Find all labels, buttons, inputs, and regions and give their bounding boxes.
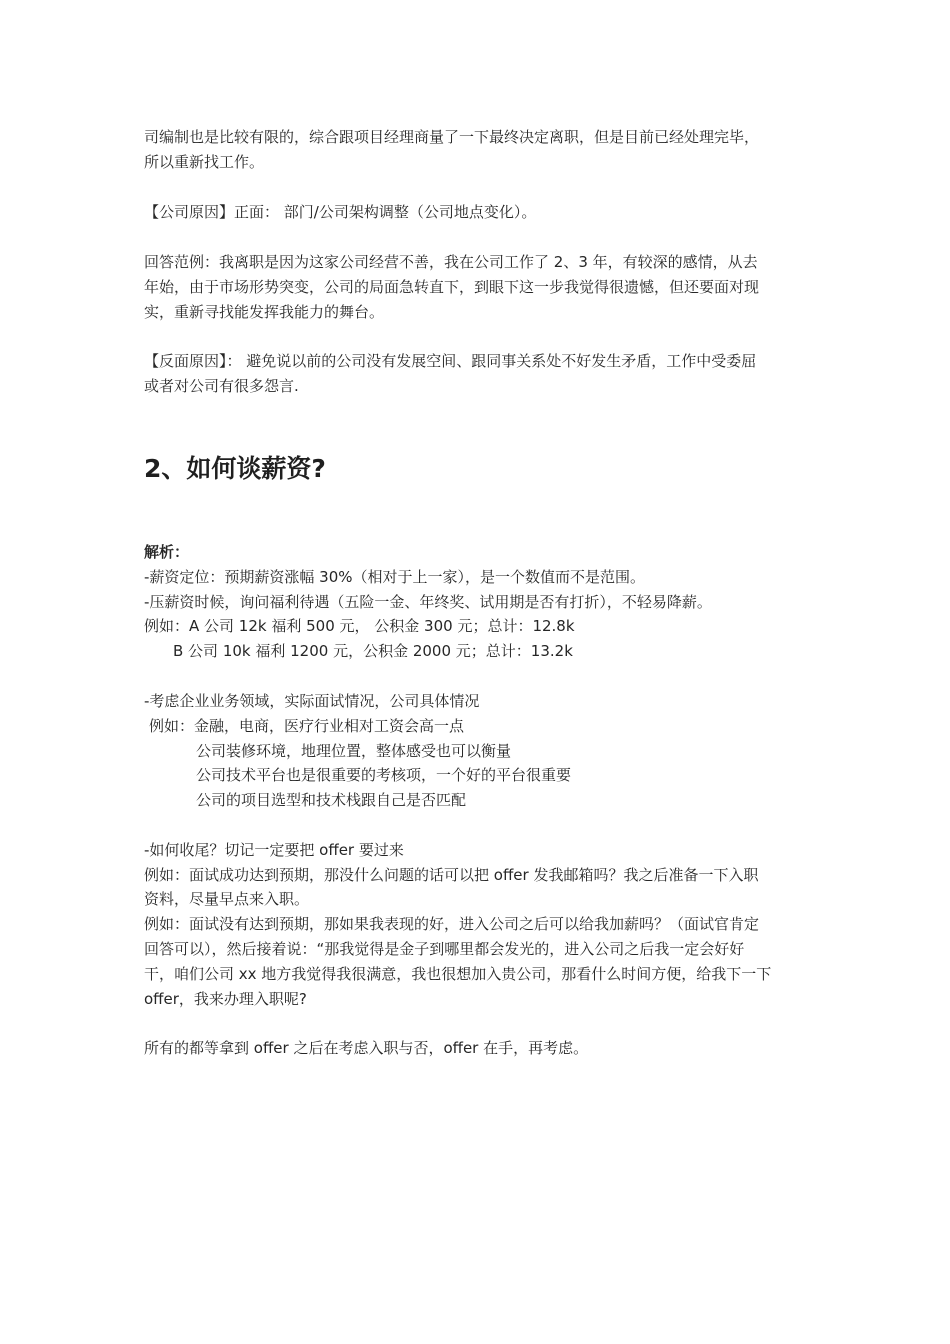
negative-reason-line: 【反面原因】： 避免说以前的公司没有发展空间、跟同事关系处不好发生矛盾，工作中受委屈 bbox=[144, 352, 757, 370]
closing-line: 所有的都等拿到 offer 之后在考虑入职与否，offer 在手，再考虑。 bbox=[144, 1039, 589, 1057]
list-item: 例如：面试没有达到预期，那如果我表现的好，进入公司之后可以给我加薪吗？（面试官肯定 bbox=[144, 915, 760, 933]
list-item: 公司装修环境，地理位置，整体感受也可以衡量 bbox=[196, 742, 512, 760]
list-item: 例如：面试成功达到预期，那没什么问题的话可以把 offer 发我邮箱吗？我之后准备一下入职 bbox=[144, 866, 759, 884]
section-heading: 2、如何谈薪资? bbox=[144, 454, 326, 483]
list-item: 干，咱们公司 xx 地方我觉得我很满意，我也很想加入贵公司，那看什么时间方便，给我下一下 bbox=[144, 965, 772, 983]
list-item: -薪资定位：预期薪资涨幅 30%（相对于上一家），是一个数值而不是范围。 bbox=[144, 568, 646, 586]
list-item: offer，我来办理入职呢? bbox=[144, 990, 307, 1008]
example-line: 实，重新寻找能发挥我能力的舞台。 bbox=[144, 303, 385, 321]
list-item: 公司技术平台也是很重要的考核项，一个好的平台很重要 bbox=[196, 766, 572, 784]
list-item: B 公司 10k 福利 1200 元，公积金 2000 元；总计：13.2k bbox=[173, 642, 573, 660]
list-item: 资料，尽量早点来入职。 bbox=[144, 890, 310, 908]
list-item: -压薪资时候，询问福利待遇（五险一金、年终奖、试用期是否有打折），不轻易降薪。 bbox=[144, 593, 712, 611]
list-item: 例如：金融，电商，医疗行业相对工资会高一点 bbox=[149, 717, 465, 735]
list-item: 例如：A 公司 12k 福利 500 元， 公积金 300 元；总计：12.8k bbox=[144, 617, 575, 635]
company-reason-line: 【公司原因】正面： 部门/公司架构调整（公司地点变化）。 bbox=[144, 203, 537, 221]
paragraph-line: 司编制也是比较有限的，综合跟项目经理商量了一下最终决定离职，但是目前已经处理完毕， bbox=[144, 128, 760, 146]
list-item: -如何收尾？切记一定要把 offer 要过来 bbox=[144, 841, 404, 859]
example-line: 回答范例：我离职是因为这家公司经营不善，我在公司工作了 2、3 年，有较深的感情，从去 bbox=[144, 253, 758, 271]
list-item: 公司的项目选型和技术栈跟自己是否匹配 bbox=[196, 791, 467, 809]
list-item: -考虑企业业务领域，实际面试情况，公司具体情况 bbox=[144, 692, 480, 710]
paragraph-line: 所以重新找工作。 bbox=[144, 153, 265, 171]
negative-reason-line: 或者对公司有很多怨言. bbox=[144, 377, 299, 395]
example-line: 年始，由于市场形势突变，公司的局面急转直下，到眼下这一步我觉得很遗憾，但还要面对现 bbox=[144, 278, 760, 296]
analysis-label: 解析： bbox=[144, 543, 190, 561]
list-item: 回答可以），然后接着说：“那我觉得是金子到哪里都会发光的，进入公司之后我一定会好好 bbox=[144, 940, 745, 958]
